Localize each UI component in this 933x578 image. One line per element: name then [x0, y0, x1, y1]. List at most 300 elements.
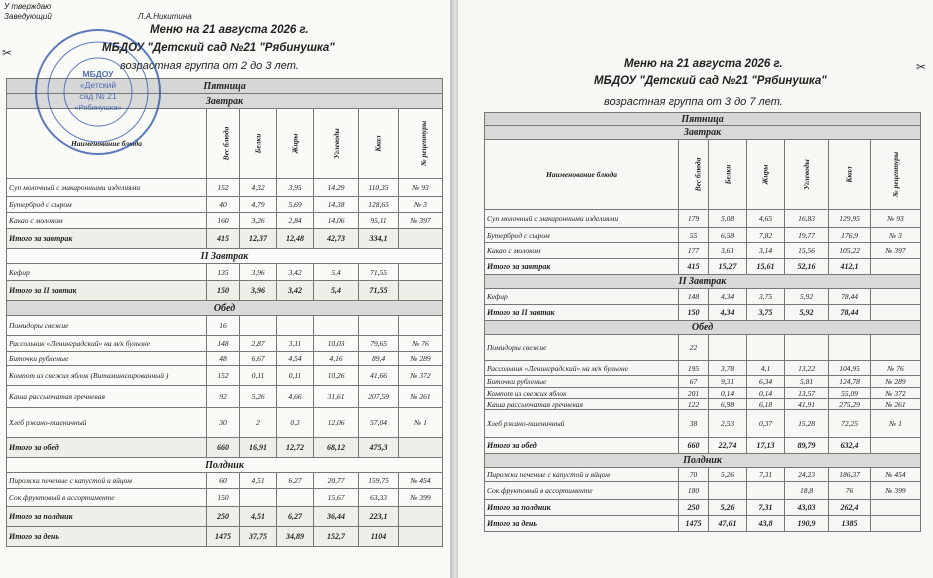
dish-recipe: № 372 — [399, 366, 443, 386]
total-fat: 17,13 — [747, 438, 785, 454]
head-title: Заведующий — [4, 12, 52, 21]
dish-fat: 0,14 — [747, 388, 785, 399]
dish-fat: 4,1 — [747, 361, 785, 376]
dish-protein: 4,51 — [240, 473, 277, 489]
dish-name: Какао с молоком — [7, 213, 207, 229]
meal-title: Полдник — [7, 458, 443, 473]
dish-kcal — [829, 335, 871, 361]
total-weight: 250 — [207, 507, 240, 527]
total-weight: 415 — [679, 259, 709, 275]
dish-carbs: 14,06 — [314, 213, 359, 229]
dish-weight: 92 — [207, 386, 240, 408]
total-protein: 5,26 — [709, 500, 747, 516]
dish-protein: 5,08 — [709, 210, 747, 228]
dish-fat — [277, 489, 314, 507]
total-row — [7, 507, 443, 527]
dish-protein — [240, 316, 277, 336]
scissors-icon: ✂ — [916, 60, 927, 74]
dish-fat: 0,11 — [277, 366, 314, 386]
total-protein: 22,74 — [709, 438, 747, 454]
dish-weight: 160 — [207, 213, 240, 229]
dish-fat: 3,75 — [747, 289, 785, 305]
total-label: Итого за II завтак — [7, 281, 207, 301]
day-total-weight: 1475 — [679, 516, 709, 532]
total-kcal: 78,44 — [829, 305, 871, 321]
dish-protein: 5,26 — [709, 468, 747, 482]
table-row — [485, 468, 921, 482]
dish-fat: 4,66 — [277, 386, 314, 408]
dish-protein: 0,11 — [240, 366, 277, 386]
total-fat: 7,31 — [747, 500, 785, 516]
dish-kcal: 76 — [829, 482, 871, 500]
day-total-kcal: 1104 — [359, 527, 399, 547]
total-row — [7, 229, 443, 249]
day-total-protein: 47,61 — [709, 516, 747, 532]
age-group: возрастная группа от 2 до 3 лет. — [120, 60, 299, 72]
dish-protein: 3,78 — [709, 361, 747, 376]
total-protein: 3,96 — [240, 281, 277, 301]
dish-protein: 9,31 — [709, 376, 747, 388]
day-total-recipe — [399, 527, 443, 547]
dish-fat — [747, 482, 785, 500]
stamp-seal — [28, 22, 168, 162]
dish-recipe: № 397 — [871, 243, 921, 259]
day-total-row — [7, 527, 443, 547]
column-header-row — [485, 140, 921, 210]
total-row — [7, 281, 443, 301]
stamp-text: «Детский — [79, 80, 117, 90]
menu-sheet-older — [458, 0, 933, 578]
dish-name: Хлеб ржано-пшеничный — [7, 408, 207, 438]
total-weight: 660 — [679, 438, 709, 454]
dish-recipe — [871, 335, 921, 361]
dish-fat: 3,95 — [277, 179, 314, 197]
column-header: Углеводы — [785, 140, 829, 210]
total-carbs: 36,44 — [314, 507, 359, 527]
meal-header — [485, 321, 921, 335]
dish-kcal: 275,29 — [829, 399, 871, 410]
dish-kcal: 110,35 — [359, 179, 399, 197]
dish-name: Какао с молоком — [485, 243, 679, 259]
dish-carbs: 20,77 — [314, 473, 359, 489]
total-protein: 4,34 — [709, 305, 747, 321]
total-kcal: 334,1 — [359, 229, 399, 249]
total-recipe — [399, 507, 443, 527]
dish-weight: 135 — [207, 264, 240, 281]
meal-title: Обед — [7, 301, 443, 316]
table-row — [485, 289, 921, 305]
dish-name: Биточки рубленые — [7, 352, 207, 366]
table-row — [7, 179, 443, 197]
dish-fat: 7,82 — [747, 228, 785, 243]
dish-weight: 30 — [207, 408, 240, 438]
dish-recipe — [399, 316, 443, 336]
column-header: Белки — [709, 140, 747, 210]
dish-carbs: 5,92 — [785, 289, 829, 305]
dish-weight: 70 — [679, 468, 709, 482]
dish-weight: 60 — [207, 473, 240, 489]
dish-recipe: № 399 — [871, 482, 921, 500]
total-kcal: 262,4 — [829, 500, 871, 516]
dish-name: Помидоры свежие — [7, 316, 207, 336]
dish-kcal: 41,66 — [359, 366, 399, 386]
total-recipe — [871, 259, 921, 275]
dish-carbs: 5,4 — [314, 264, 359, 281]
dish-fat: 0,3 — [277, 408, 314, 438]
table-row — [7, 408, 443, 438]
total-weight: 150 — [679, 305, 709, 321]
dish-recipe: № 3 — [399, 197, 443, 213]
table-row — [485, 210, 921, 228]
day-label: Пятница — [7, 79, 443, 94]
dish-kcal: 159,75 — [359, 473, 399, 489]
day-total-label: Итого за день — [7, 527, 207, 547]
menu-title: Меню на 21 августа 2026 г. — [624, 58, 783, 70]
total-row — [485, 259, 921, 275]
dish-recipe: № 76 — [399, 336, 443, 352]
total-row — [485, 305, 921, 321]
dish-name: Рассольник «Ленинградский» на м/к бульоне — [485, 361, 679, 376]
total-recipe — [871, 438, 921, 454]
table-row — [7, 386, 443, 408]
dish-name: Пирожки печеные с капустой и яйцом — [485, 468, 679, 482]
dish-protein — [240, 489, 277, 507]
stamp-text: «Рябинушка» — [74, 103, 122, 112]
column-header: Ккал — [359, 109, 399, 179]
table-row — [485, 482, 921, 500]
column-header: Жиры — [277, 109, 314, 179]
dish-fat: 7,31 — [747, 468, 785, 482]
dish-carbs: 14,38 — [314, 197, 359, 213]
column-header: Наименование блюда — [485, 140, 679, 210]
day-total-weight: 1475 — [207, 527, 240, 547]
org-name: МБДОУ "Детский сад №21 "Рябинушка" — [102, 42, 335, 54]
column-header: № рецептуры — [871, 140, 921, 210]
total-recipe — [399, 438, 443, 458]
dish-protein: 3,96 — [240, 264, 277, 281]
org-name: МБДОУ "Детский сад №21 "Рябинушка" — [594, 75, 827, 87]
dish-carbs — [314, 316, 359, 336]
table-row — [485, 388, 921, 399]
dish-recipe: № 93 — [871, 210, 921, 228]
dish-fat: 3,14 — [747, 243, 785, 259]
dish-name: Биточки рубленые — [485, 376, 679, 388]
table-row — [7, 336, 443, 352]
dish-name: Сок фруктовый в ассортименте — [7, 489, 207, 507]
dish-fat: 4,65 — [747, 210, 785, 228]
meal-title: Полдник — [485, 454, 921, 468]
total-fat: 15,61 — [747, 259, 785, 275]
dish-carbs: 19,77 — [785, 228, 829, 243]
total-carbs: 52,16 — [785, 259, 829, 275]
dish-weight: 179 — [679, 210, 709, 228]
total-fat: 12,48 — [277, 229, 314, 249]
day-total-label: Итого за день — [485, 516, 679, 532]
dish-weight: 201 — [679, 388, 709, 399]
dish-protein: 4,79 — [240, 197, 277, 213]
dish-recipe — [399, 264, 443, 281]
table-row — [485, 243, 921, 259]
table-row — [485, 399, 921, 410]
dish-weight: 48 — [207, 352, 240, 366]
dish-name: Каша рассыпчатая гречневая — [485, 399, 679, 410]
stamp-text: МБДОУ — [82, 69, 114, 79]
dish-recipe: № 261 — [871, 399, 921, 410]
total-protein: 12,37 — [240, 229, 277, 249]
dish-recipe: № 93 — [399, 179, 443, 197]
dish-protein: 3,61 — [709, 243, 747, 259]
dish-kcal: 129,95 — [829, 210, 871, 228]
dish-weight: 40 — [207, 197, 240, 213]
total-recipe — [871, 500, 921, 516]
dish-weight: 152 — [207, 366, 240, 386]
dish-carbs: 24,23 — [785, 468, 829, 482]
total-carbs: 68,12 — [314, 438, 359, 458]
dish-fat: 4,54 — [277, 352, 314, 366]
total-label: Итого за II завтак — [485, 305, 679, 321]
dish-protein — [709, 335, 747, 361]
dish-kcal: 128,65 — [359, 197, 399, 213]
head-name: Л.А.Никитина — [138, 12, 192, 21]
dish-weight: 180 — [679, 482, 709, 500]
total-kcal: 71,55 — [359, 281, 399, 301]
total-protein: 4,51 — [240, 507, 277, 527]
dish-weight: 177 — [679, 243, 709, 259]
dish-recipe: № 1 — [399, 408, 443, 438]
dish-carbs: 31,61 — [314, 386, 359, 408]
column-header: Ккал — [829, 140, 871, 210]
day-total-fat: 34,89 — [277, 527, 314, 547]
dish-name: Суп молочный с макаронными изделиями — [485, 210, 679, 228]
table-row — [7, 213, 443, 229]
dish-kcal: 78,44 — [829, 289, 871, 305]
dish-fat: 0,37 — [747, 410, 785, 438]
dish-weight: 148 — [679, 289, 709, 305]
table-row — [7, 352, 443, 366]
meal-header — [7, 301, 443, 316]
dish-name: Пирожки печеные с капустой и яйцом — [7, 473, 207, 489]
total-carbs: 89,79 — [785, 438, 829, 454]
menu-table-older — [484, 112, 921, 532]
table-row — [7, 366, 443, 386]
dish-protein: 6,98 — [709, 399, 747, 410]
dish-protein: 4,34 — [709, 289, 747, 305]
column-header: № рецептуры — [399, 109, 443, 179]
total-fat: 12,72 — [277, 438, 314, 458]
dish-carbs: 15,28 — [785, 410, 829, 438]
column-header: Вес блюда — [207, 109, 240, 179]
total-fat: 6,27 — [277, 507, 314, 527]
meal-title: Завтрак — [485, 126, 921, 140]
dish-kcal: 105,22 — [829, 243, 871, 259]
table-row — [485, 361, 921, 376]
dish-protein: 6,58 — [709, 228, 747, 243]
table-row — [7, 264, 443, 281]
dish-carbs: 13,57 — [785, 388, 829, 399]
meal-title: Завтрак — [7, 94, 443, 109]
dish-weight: 16 — [207, 316, 240, 336]
meal-title: II Завтрак — [485, 275, 921, 289]
dish-kcal: 124,78 — [829, 376, 871, 388]
dish-name: Кефир — [485, 289, 679, 305]
dish-fat — [747, 335, 785, 361]
total-weight: 250 — [679, 500, 709, 516]
column-header: Наименование блюда — [7, 109, 207, 179]
age-group: возрастная группа от 3 до 7 лет. — [604, 96, 783, 108]
dish-recipe: № 372 — [871, 388, 921, 399]
dish-kcal — [359, 316, 399, 336]
dish-protein: 4,32 — [240, 179, 277, 197]
dish-kcal: 57,04 — [359, 408, 399, 438]
dish-fat: 3,11 — [277, 336, 314, 352]
total-kcal: 223,1 — [359, 507, 399, 527]
dish-weight: 122 — [679, 399, 709, 410]
total-recipe — [399, 281, 443, 301]
total-weight: 150 — [207, 281, 240, 301]
total-label: Итого за полдник — [7, 507, 207, 527]
total-carbs: 5,92 — [785, 305, 829, 321]
total-fat: 3,75 — [747, 305, 785, 321]
dish-protein: 2,87 — [240, 336, 277, 352]
table-row — [485, 376, 921, 388]
total-protein: 15,27 — [709, 259, 747, 275]
total-label: Итого за завтрак — [7, 229, 207, 249]
dish-fat: 5,69 — [277, 197, 314, 213]
dish-protein: 2 — [240, 408, 277, 438]
dish-name: Рассольник «Ленинградский» на м/к бульоне — [7, 336, 207, 352]
dish-name: Бутерброд с сыром — [7, 197, 207, 213]
total-label: Итого за полдник — [485, 500, 679, 516]
dish-fat: 6,18 — [747, 399, 785, 410]
total-fat: 3,42 — [277, 281, 314, 301]
dish-recipe: № 1 — [871, 410, 921, 438]
dish-fat: 2,84 — [277, 213, 314, 229]
dish-kcal: 104,95 — [829, 361, 871, 376]
dish-recipe: № 397 — [399, 213, 443, 229]
day-total-recipe — [871, 516, 921, 532]
total-protein: 16,91 — [240, 438, 277, 458]
dish-kcal: 186,37 — [829, 468, 871, 482]
meal-header — [485, 454, 921, 468]
dish-kcal: 79,65 — [359, 336, 399, 352]
dish-recipe: № 3 — [871, 228, 921, 243]
dish-protein: 6,67 — [240, 352, 277, 366]
dish-protein: 5,26 — [240, 386, 277, 408]
total-carbs: 42,73 — [314, 229, 359, 249]
total-row — [485, 500, 921, 516]
scissors-icon: ✂ — [2, 46, 13, 60]
dish-recipe: № 76 — [871, 361, 921, 376]
dish-recipe: № 289 — [871, 376, 921, 388]
dish-name: Компот из свежих яблок (Витаминизированный ) — [7, 366, 207, 386]
dish-fat: 6,34 — [747, 376, 785, 388]
total-weight: 660 — [207, 438, 240, 458]
dish-recipe: № 399 — [399, 489, 443, 507]
dish-name: Хлеб ржано-пшеничный — [485, 410, 679, 438]
total-kcal: 632,4 — [829, 438, 871, 454]
total-row — [7, 438, 443, 458]
dish-weight: 152 — [207, 179, 240, 197]
day-label: Пятница — [485, 113, 921, 126]
dish-recipe: № 289 — [399, 352, 443, 366]
day-total-row — [485, 516, 921, 532]
dish-kcal: 63,33 — [359, 489, 399, 507]
dish-carbs: 12,06 — [314, 408, 359, 438]
menu-sheet-younger — [0, 0, 452, 578]
day-total-kcal: 1385 — [829, 516, 871, 532]
table-row — [7, 316, 443, 336]
dish-name: Компот из свежих яблок — [485, 388, 679, 399]
dish-weight: 195 — [679, 361, 709, 376]
total-kcal: 412,1 — [829, 259, 871, 275]
total-weight: 415 — [207, 229, 240, 249]
dish-recipe: № 261 — [399, 386, 443, 408]
total-label: Итого за обед — [485, 438, 679, 454]
dish-fat — [277, 316, 314, 336]
total-label: Итого за завтрак — [485, 259, 679, 275]
total-row — [485, 438, 921, 454]
dish-carbs: 41,91 — [785, 399, 829, 410]
meal-header — [7, 249, 443, 264]
dish-carbs — [785, 335, 829, 361]
meal-header — [7, 458, 443, 473]
total-recipe — [871, 305, 921, 321]
table-row — [485, 228, 921, 243]
column-header: Жиры — [747, 140, 785, 210]
dish-protein: 3,26 — [240, 213, 277, 229]
dish-weight: 22 — [679, 335, 709, 361]
dish-weight: 38 — [679, 410, 709, 438]
dish-kcal: 95,11 — [359, 213, 399, 229]
day-total-carbs: 190,9 — [785, 516, 829, 532]
day-row — [485, 113, 921, 126]
day-total-fat: 43,8 — [747, 516, 785, 532]
dish-protein: 0,14 — [709, 388, 747, 399]
day-total-carbs: 152,7 — [314, 527, 359, 547]
dish-name: Сок фруктовый в ассортименте — [485, 482, 679, 500]
dish-carbs: 5,81 — [785, 376, 829, 388]
dish-weight: 55 — [679, 228, 709, 243]
dish-kcal: 207,59 — [359, 386, 399, 408]
column-header: Углеводы — [314, 109, 359, 179]
dish-name: Каша рассыпчатая гречневая — [7, 386, 207, 408]
dish-carbs: 16,83 — [785, 210, 829, 228]
dish-name: Помидоры свежие — [485, 335, 679, 361]
meal-header — [485, 275, 921, 289]
table-row — [7, 489, 443, 507]
total-kcal: 475,3 — [359, 438, 399, 458]
dish-name: Бутерброд с сыром — [485, 228, 679, 243]
approval-label: У тверждаю — [4, 2, 52, 11]
column-header: Белки — [240, 109, 277, 179]
dish-protein: 2,53 — [709, 410, 747, 438]
total-label: Итого за обед — [7, 438, 207, 458]
dish-carbs: 10,26 — [314, 366, 359, 386]
dish-carbs: 15,56 — [785, 243, 829, 259]
dish-carbs: 14,29 — [314, 179, 359, 197]
dish-name: Кефир — [7, 264, 207, 281]
table-row — [7, 197, 443, 213]
dish-kcal: 55,09 — [829, 388, 871, 399]
meal-title: II Завтрак — [7, 249, 443, 264]
dish-recipe: № 454 — [399, 473, 443, 489]
dish-kcal: 89,4 — [359, 352, 399, 366]
dish-weight: 150 — [207, 489, 240, 507]
meal-title: Обед — [485, 321, 921, 335]
dish-recipe: № 454 — [871, 468, 921, 482]
dish-kcal: 71,55 — [359, 264, 399, 281]
dish-kcal: 72,25 — [829, 410, 871, 438]
